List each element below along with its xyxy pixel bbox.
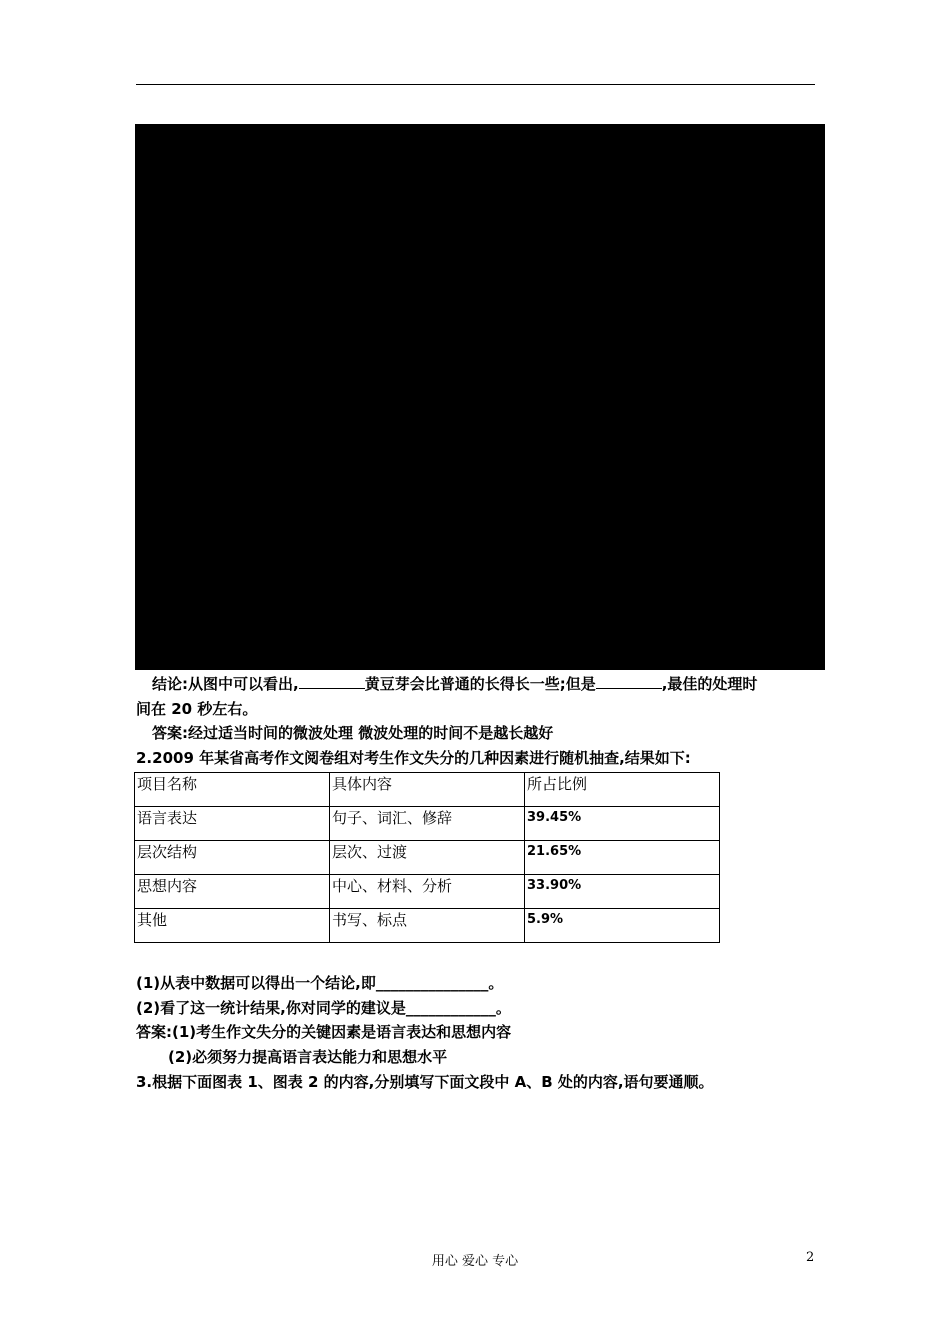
table-cell: 句子、词汇、修辞 <box>330 807 525 841</box>
answer-1: 答案:经过适当时间的微波处理 微波处理的时间不是越长越好 <box>152 724 554 742</box>
table-header-row <box>135 773 720 807</box>
answer-2-line-1: 答案:(1)考生作文失分的关键因素是语言表达和思想内容 <box>136 1023 512 1041</box>
question-2-intro: 2.2009 年某省高考作文阅卷组对考生作文失分的几种因素进行随机抽查,结果如下: <box>136 749 691 767</box>
statistics-table <box>134 772 720 943</box>
table-cell: 中心、材料、分析 <box>330 875 525 909</box>
table-row <box>135 909 720 943</box>
table-header-cell: 项目名称 <box>135 773 330 807</box>
table-cell: 39.45% <box>525 807 720 841</box>
fill-blank-2 <box>596 673 662 689</box>
table-header-cell: 具体内容 <box>330 773 525 807</box>
answer-2-line-2: (2)必须努力提高语言表达能力和思想水平 <box>168 1048 448 1066</box>
table-row <box>135 841 720 875</box>
table-cell: 其他 <box>135 909 330 943</box>
conclusion-text-1: 结论:从图中可以看出, <box>152 675 299 693</box>
conclusion-line-2: 间在 20 秒左右。 <box>136 700 258 718</box>
conclusion-text-2: 黄豆芽会比普通的长得长一些;但是 <box>364 675 596 693</box>
table-cell: 书写、标点 <box>330 909 525 943</box>
table-header-cell: 所占比例 <box>525 773 720 807</box>
table-row <box>135 875 720 909</box>
question-3: 3.根据下面图表 1、图表 2 的内容,分别填写下面文段中 A、B 处的内容,语句要通顺。 <box>136 1073 714 1091</box>
table-cell: 5.9% <box>525 909 720 943</box>
header-rule <box>136 84 815 85</box>
table-cell: 思想内容 <box>135 875 330 909</box>
conclusion-line-1 <box>152 673 757 695</box>
table-row <box>135 807 720 841</box>
table-cell: 21.65% <box>525 841 720 875</box>
page-footer: 用心 爱心 专心 <box>431 1254 519 1269</box>
table-cell: 层次结构 <box>135 841 330 875</box>
table-cell: 33.90% <box>525 875 720 909</box>
table-cell: 语言表达 <box>135 807 330 841</box>
question-2-sub-1: (1)从表中数据可以得出一个结论,即_______________。 <box>136 974 504 992</box>
conclusion-text-3: ,最佳的处理时 <box>661 675 758 693</box>
redacted-figure <box>135 124 825 670</box>
question-2-sub-2: (2)看了这一统计结果,你对同学的建议是____________。 <box>136 999 511 1017</box>
page-number: 2 <box>806 1250 815 1265</box>
table-cell: 层次、过渡 <box>330 841 525 875</box>
fill-blank-1 <box>299 673 365 689</box>
